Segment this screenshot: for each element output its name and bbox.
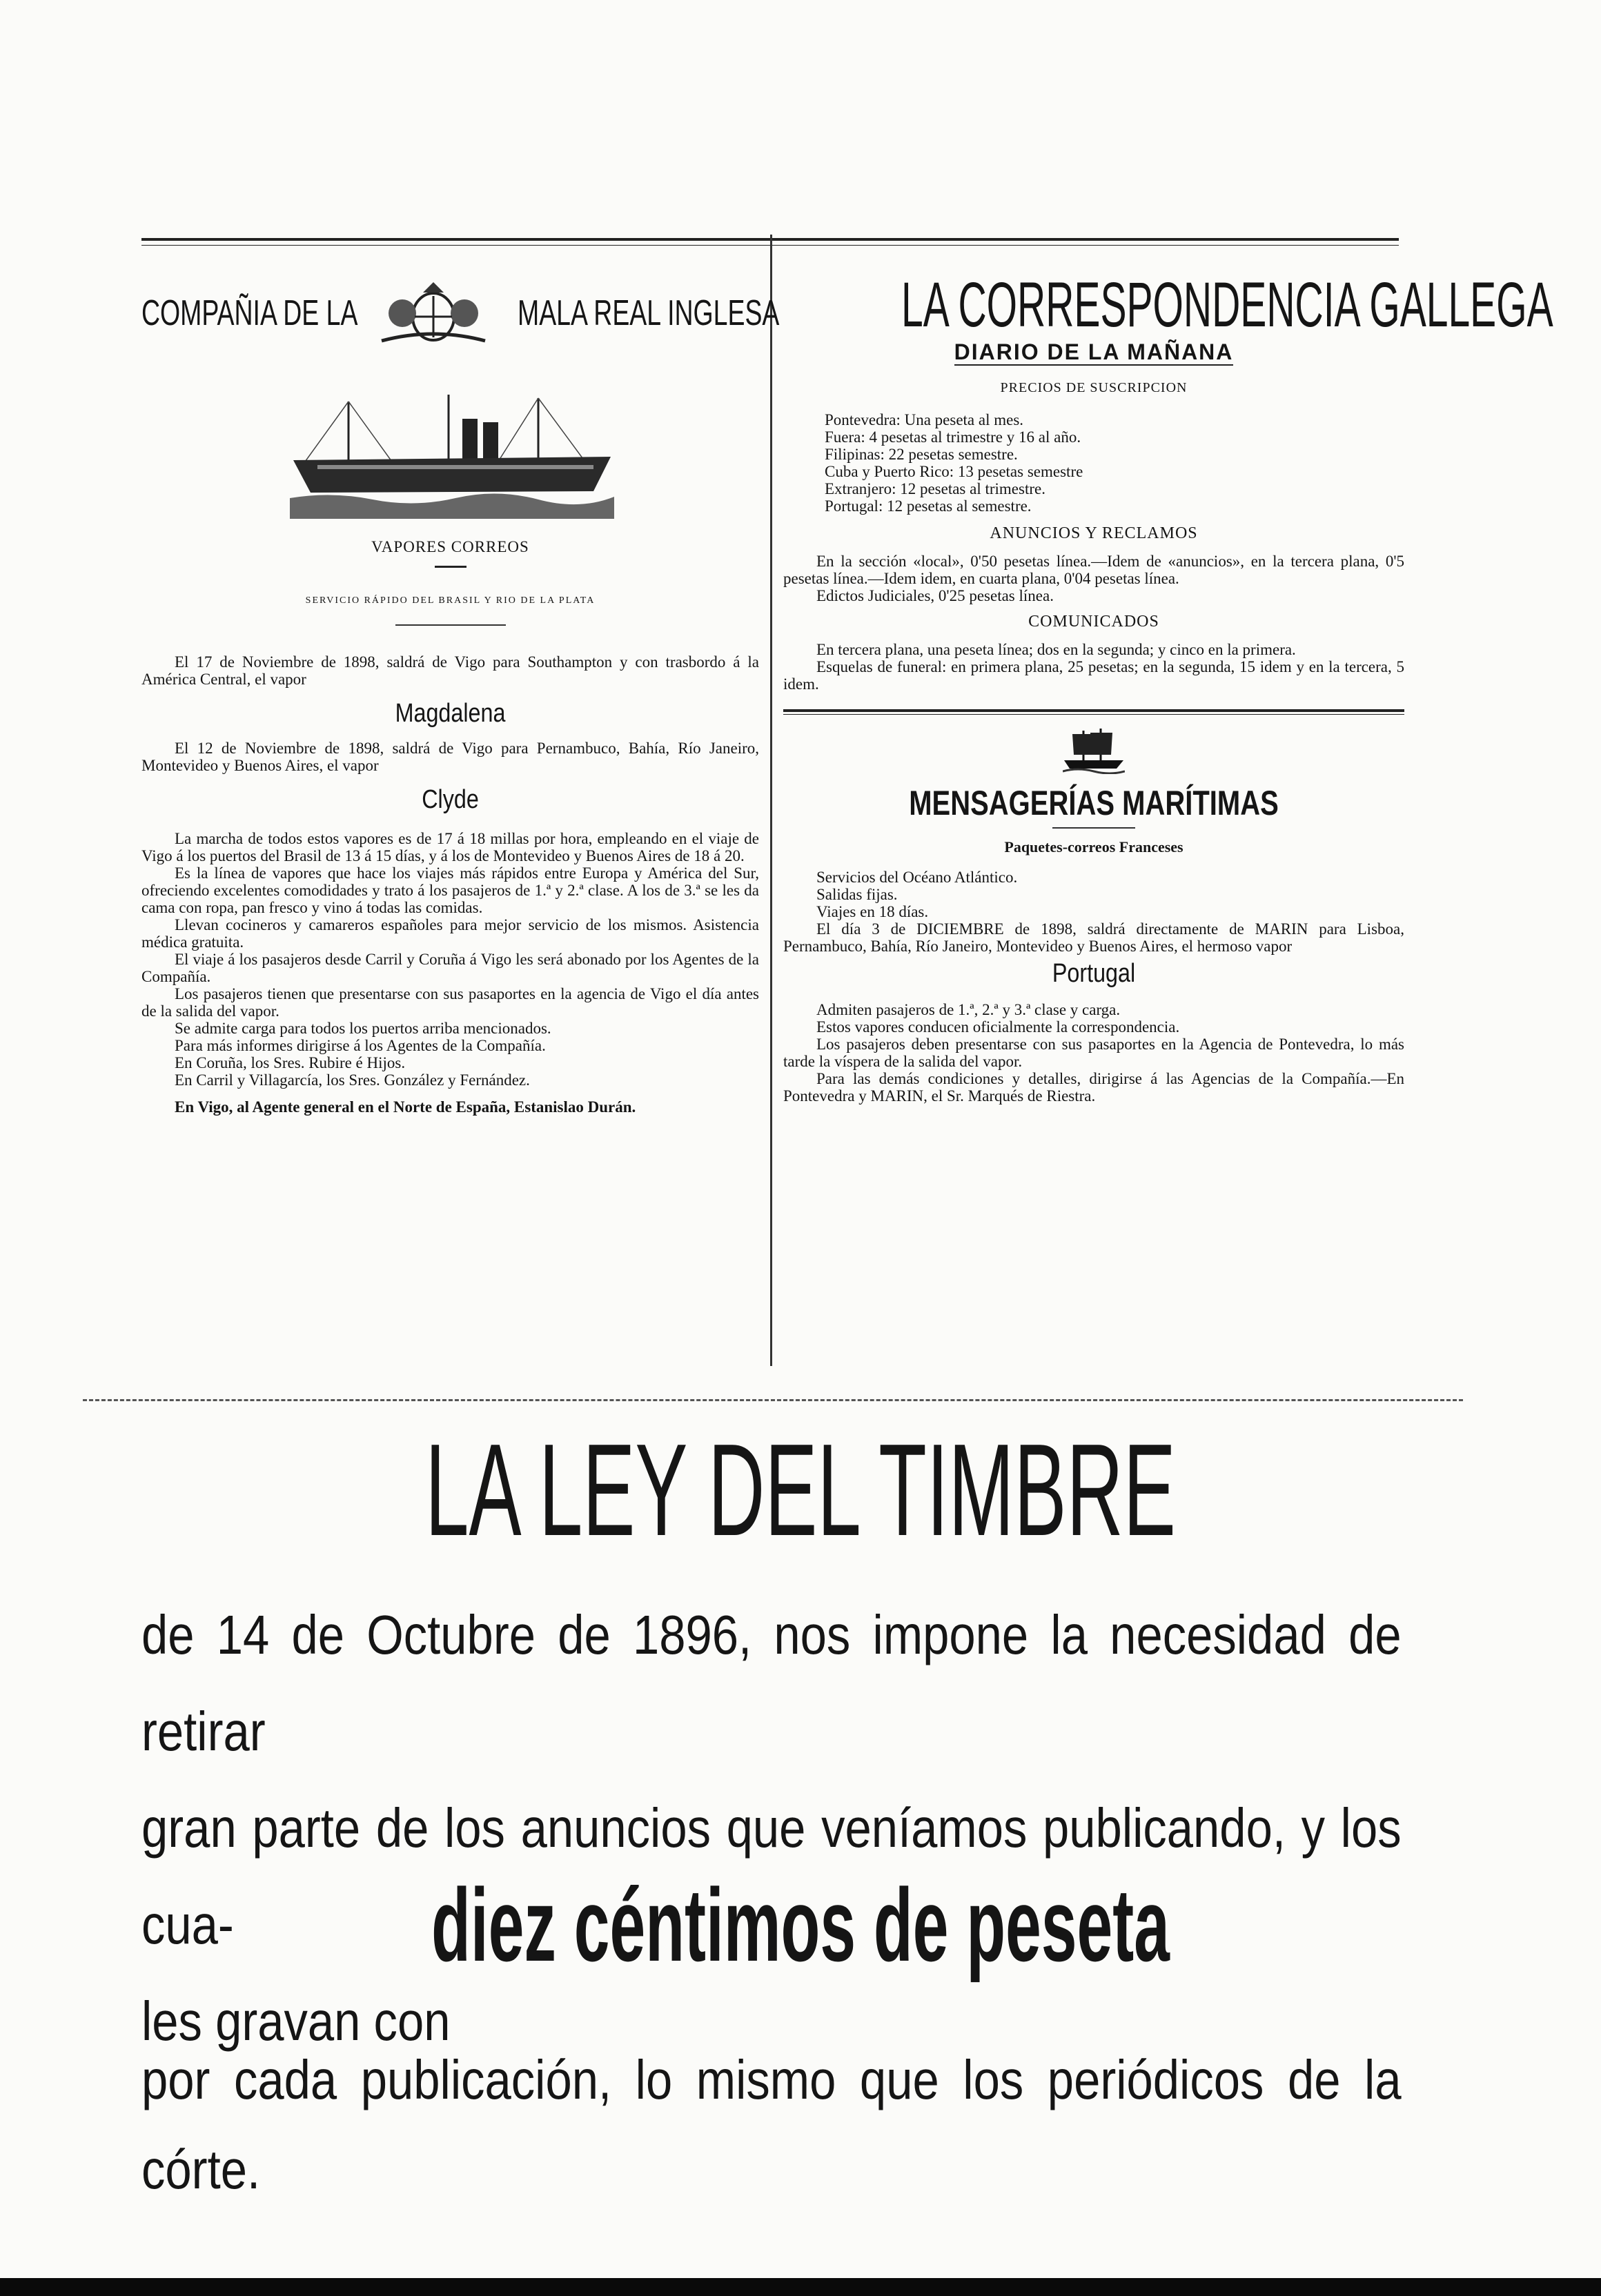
newspaper-subtitle: DIARIO DE LA MAÑANA [954, 339, 1234, 364]
timbre-line-3: les gravan con [141, 1990, 451, 2052]
ad-header [141, 257, 780, 339]
mens-body-line: Admiten pasajeros de 1.ª, 2.ª y 3.ª clase y carga. [816, 1001, 1121, 1018]
details-line: En Carril y Villagarcía, los Sres. González y Fernández. [175, 1071, 530, 1089]
ship-name-clyde: Clyde [422, 785, 479, 814]
sailing-ship-icon [1063, 727, 1125, 778]
header-right-text: MALA REAL INGLESA [518, 293, 780, 333]
mens-body [783, 1001, 1404, 1105]
details-line: La marcha de todos estos vapores es de 17 á 18 millas por hora, empleando en el viaje de Vigo á los puertos del Brasil de 13 á 15 días, y á los de Montevideo y Buenos Aires de 18 á 20. [141, 830, 759, 864]
mens-body-line: Los pasajeros deben presentarse con sus pasaportes en la Agencia de Pontevedra, lo más tarde la víspera de la salida del vapor. [783, 1036, 1404, 1070]
mensagerias-title: MENSAGERÍAS MARÍTIMAS [909, 784, 1279, 822]
mensagerias-subtitle: Paquetes-correos Franceses [1004, 838, 1183, 855]
mala-real-inglesa-ad [141, 257, 780, 1116]
vapores-correos-heading: VAPORES CORREOS [371, 538, 529, 555]
precios-heading: PRECIOS DE SUSCRIPCION [1000, 380, 1188, 395]
mens-line: Viajes en 18 días. [816, 903, 929, 920]
correspondencia-gallega-ad [783, 257, 1553, 1105]
details-line: El viaje á los pasajeros desde Carril y Coruña á Vigo les será abonado por los Agentes de la Compañía. [141, 951, 759, 985]
anuncios-paragraph: En la sección «local», 0'50 pesetas línea.—Idem de «anuncios», en la tercera plana, 0'5 pesetas línea.—Idem idem, en cuarta plana, 0'04 pesetas línea. [783, 553, 1404, 587]
publicacion-line-2: córte. [141, 2139, 261, 2200]
details-line: Llevan cocineros y camareros españoles para mejor servicio de los mismos. Asistencia médica gratuita. [141, 916, 759, 951]
agent-footer: En Vigo, al Agente general en el Norte de España, Estanislao Durán. [175, 1098, 636, 1116]
precios-list [825, 411, 1404, 515]
publicacion-paragraph [141, 2035, 1404, 2215]
mens-departure: El día 3 de DICIEMBRE de 1898, saldrá directamente de MARIN para Lisboa, Pernambuco, Bahía, Río Janeiro, Montevideo y Buenos Aires, el hermoso vapor [783, 920, 1404, 955]
publicacion-line-1: por cada publicación, lo mismo que los periódicos de la [141, 2049, 1402, 2110]
precio-line: Filipinas: 22 pesetas semestre. [825, 446, 1018, 463]
mens-body-line: Estos vapores conducen oficialmente la correspondencia. [816, 1018, 1180, 1036]
details-line: Para más informes dirigirse á los Agentes de la Compañía. [175, 1037, 546, 1054]
precio-line: Pontevedra: Una peseta al mes. [825, 411, 1024, 428]
departure-paragraph-1: El 17 de Noviembre de 1898, saldrá de Vigo para Southampton y con trasbordo á la América Central, el vapor [141, 653, 759, 688]
section-rule-thin [783, 714, 1404, 715]
header-left-text: COMPAÑIA DE LA [141, 293, 358, 333]
bottom-section-separator [83, 1399, 1463, 1401]
timbre-paragraph [141, 1587, 1404, 2070]
ship-name-magdalena: Magdalena [395, 699, 506, 728]
comunicados-heading: COMUNICADOS [1028, 613, 1159, 631]
ship-name-portugal: Portugal [1052, 959, 1136, 988]
timbre-line-1: de 14 de Octubre de 1896, nos impone la necesidad de retirar [141, 1604, 1402, 1762]
edictos-paragraph: Edictos Judiciales, 0'25 pesetas línea. [816, 587, 1054, 604]
servicio-line: SERVICIO RÁPIDO DEL BRASIL Y RIO DE LA PLATA [305, 595, 596, 606]
anuncios-heading: ANUNCIOS Y RECLAMOS [990, 524, 1198, 542]
details-line: En Coruña, los Sres. Rubire é Hijos. [175, 1054, 406, 1071]
section-rule [783, 709, 1404, 712]
ley-del-timbre-title: LA LEY DEL TIMBRE [425, 1417, 1176, 1563]
precio-line: Cuba y Puerto Rico: 13 pesetas semestre [825, 463, 1083, 480]
mens-list [816, 869, 1404, 920]
timbre-line-2: gran parte de los anuncios que veníamos publicando, y los cua- [141, 1797, 1402, 1955]
diez-centimos-heading: diez céntimos de peseta [431, 1867, 1170, 1983]
precio-line: Portugal: 12 pesetas al semestre. [825, 497, 1032, 515]
mens-line: Salidas fijas. [816, 886, 898, 903]
steamship-illustration-icon [290, 388, 759, 519]
comunicados-paragraph: En tercera plana, una peseta línea; dos en la segunda; y cinco en la primera. [816, 641, 1296, 658]
separator-line [395, 624, 506, 626]
scan-border [0, 2278, 1601, 2296]
mens-body-line: Para las demás condiciones y detalles, dirigirse á las Agencias de la Compañía.—En Pontevedra y MARIN, el Sr. Marqués de Riestra. [783, 1070, 1404, 1105]
details-line: Los pasajeros tienen que presentarse con sus pasaportes en la agencia de Vigo el día antes de la salida del vapor. [141, 985, 759, 1020]
details-line: Se admite carga para todos los puertos arriba mencionados. [175, 1020, 551, 1037]
precio-line: Extranjero: 12 pesetas al trimestre. [825, 480, 1045, 497]
royal-coat-of-arms-icon [375, 279, 492, 348]
mens-line: Servicios del Océano Atlántico. [816, 869, 1018, 886]
newspaper-title: LA CORRESPONDENCIA GALLEGA [901, 270, 1553, 340]
details-list [141, 830, 759, 1089]
mens-separator [1052, 827, 1135, 829]
column-divider [770, 235, 772, 1366]
departure-paragraph-2: El 12 de Noviembre de 1898, saldrá de Vigo para Pernambuco, Bahía, Río Janeiro, Montevideo y Buenos Aires, el vapor [141, 740, 759, 774]
ornament-dash [435, 566, 466, 568]
details-line: Es la línea de vapores que hace los viajes más rápidos entre Europa y América del Sur, ofreciendo excelentes comodidades y trato á los pasajeros de 1.ª y 2.ª clase. A los de 3.ª se les da cama con ropa, pan fresco y vino á todas las comidas. [141, 864, 759, 916]
precio-line: Fuera: 4 pesetas al trimestre y 16 al año. [825, 428, 1081, 446]
subtitle-wrap [783, 339, 1404, 365]
esquelas-paragraph: Esquelas de funeral: en primera plana, 25 pesetas; en la segunda, 15 idem y en la tercera, 5 idem. [783, 658, 1404, 693]
